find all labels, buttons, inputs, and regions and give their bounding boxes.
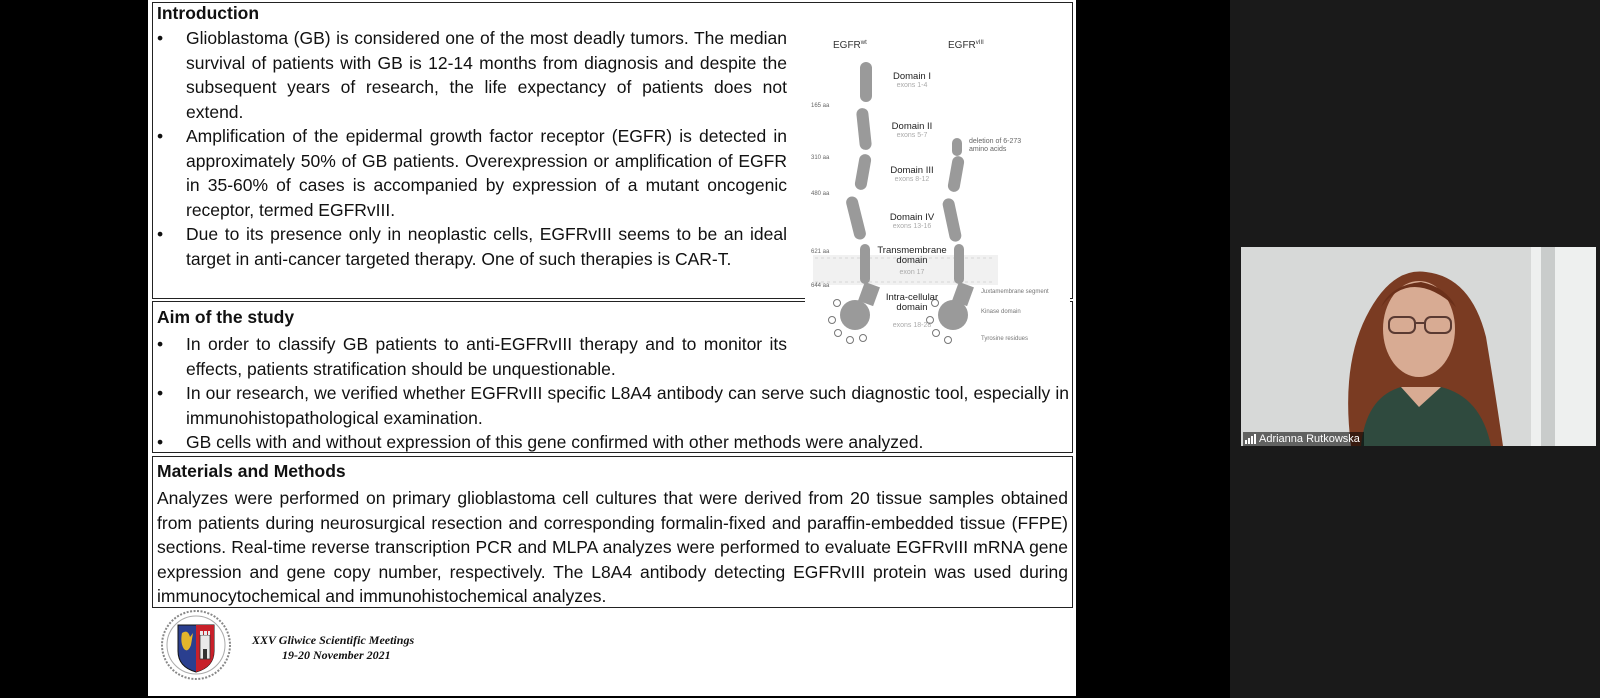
domain-label: Domain III: [890, 165, 934, 176]
bullet-dot: •: [157, 28, 164, 48]
domain-label: Domain I: [892, 71, 932, 82]
bullet-dot: •: [157, 432, 164, 452]
egfr-diagram: [805, 30, 1070, 355]
aa-mark: 165 aa: [811, 103, 830, 109]
footer-conference: [252, 633, 414, 663]
deletion-note: deletion of 6-273: [969, 138, 1022, 145]
domain-label: Domain IV: [889, 212, 935, 223]
domain-exons: exons 1-4: [896, 82, 928, 89]
participant-name: Adrianna Rutkowska: [1259, 433, 1360, 445]
viii-segment-remnant: [952, 138, 962, 156]
side-label: Kinase domain: [981, 309, 1021, 315]
footer-conference-date: 19-20 November 2021: [282, 648, 391, 662]
egfr-viii-label: $EGFR^{vIII}$: [948, 40, 984, 51]
side-label: Juxtamembrane segment: [981, 289, 1049, 295]
methods-text: Analyzes were performed on primary glioblastoma cell cultures that were derived from 20 tissue samples obtained from patients during neurosurgical resection and corresponding formalin-fixed and paraffin-embedded tissue (FFPE) sections. Real-time reverse transcription PCR and MLPA analyzes were performed to evaluate EGFRvIII mRNA gene expression and gene copy number, respectively. The L8A4 antibody detecting EGFRvIII protein was used during immunocytochemical and immunohistochemical analyzes.: [157, 488, 1068, 606]
domain-exons: exons 5-7: [896, 132, 928, 139]
intro-bullet: [157, 124, 787, 222]
wt-kinase-domain: [840, 300, 870, 330]
aim-bullet-text: In our research, we verified whether EGFRvIII specific L8A4 antibody can serve such diagnostic tool, especially in immunohistopathological examination.: [186, 383, 1069, 428]
domain-exons: exon 17: [899, 269, 925, 276]
domain-exons: exons 13-16: [892, 223, 932, 230]
domain-label: Domain II: [891, 121, 933, 132]
aim-bullet: [157, 430, 1069, 454]
introduction-title: Introduction: [157, 3, 260, 23]
aa-mark: 621 aa: [811, 249, 830, 255]
wt-segment-domain-i: [860, 62, 872, 102]
bullet-dot: •: [157, 383, 164, 403]
participant-video-frame: [1241, 247, 1596, 446]
bullet-dot: •: [157, 334, 164, 354]
aim-bullet-text: In order to classify GB patients to anti-EGFRvIII therapy and to monitor its effects, patients stratification should be unquestionable.: [186, 334, 787, 379]
viii-kinase-domain: [938, 300, 968, 330]
side-label: Tyrosine residues: [981, 336, 1029, 342]
aim-title: Aim of the study: [157, 307, 295, 327]
aim-bullet: [157, 332, 787, 381]
egfr-wt-label: $EGFR^{wt}$: [833, 40, 867, 51]
footer-conference-name: XXV Gliwice Scientific Meetings: [252, 633, 415, 647]
domain-exons: exons 8-12: [894, 176, 930, 183]
intro-bullet-text: Glioblastoma (GB) is considered one of the most deadly tumors. The median survival of patients with GB is 12-14 months from diagnosis and despite the subsequent years of research, the life expectancy of patients does not extend.: [186, 28, 787, 122]
bullet-dot: •: [157, 126, 164, 146]
domain-label: Intra-cellular domain: [885, 293, 939, 313]
participant-name-tag: [1243, 432, 1364, 446]
intro-bullet: [157, 222, 787, 296]
intro-bullet: [157, 26, 787, 124]
bullet-dot: •: [157, 224, 164, 244]
participant-video-tile[interactable]: [1241, 247, 1596, 446]
methods-title: Materials and Methods: [157, 461, 346, 481]
aa-mark: 644 aa: [811, 283, 830, 289]
domain-label: Transmembrane domain: [877, 246, 947, 266]
intro-bullet-text: Amplification of the epidermal growth factor receptor (EGFR) is detected in approximately 50% of GB patients. Overexpression or amplification of EGFR in 35-60% of cases is accompanied by expression of a mutant oncogenic receptor, termed EGFRvIII.: [186, 126, 787, 220]
intro-bullet-text: Due to its presence only in neoplastic cells, EGFRvIII seems to be an ideal target in anti-cancer targeted therapy. One of such therapies is CAR-T.: [186, 224, 787, 269]
aa-mark: 480 aa: [811, 191, 830, 197]
gliwice-crest-logo: [160, 609, 232, 681]
signal-strength-icon: [1245, 434, 1256, 444]
aim-bullet: [157, 381, 1069, 430]
aa-mark: 310 aa: [811, 155, 830, 161]
deletion-note: amino acids: [969, 146, 1007, 153]
aim-bullet-text: GB cells with and without expression of this gene confirmed with other methods were analyzed.: [186, 432, 924, 452]
domain-exons: exons 18-28: [892, 322, 932, 329]
